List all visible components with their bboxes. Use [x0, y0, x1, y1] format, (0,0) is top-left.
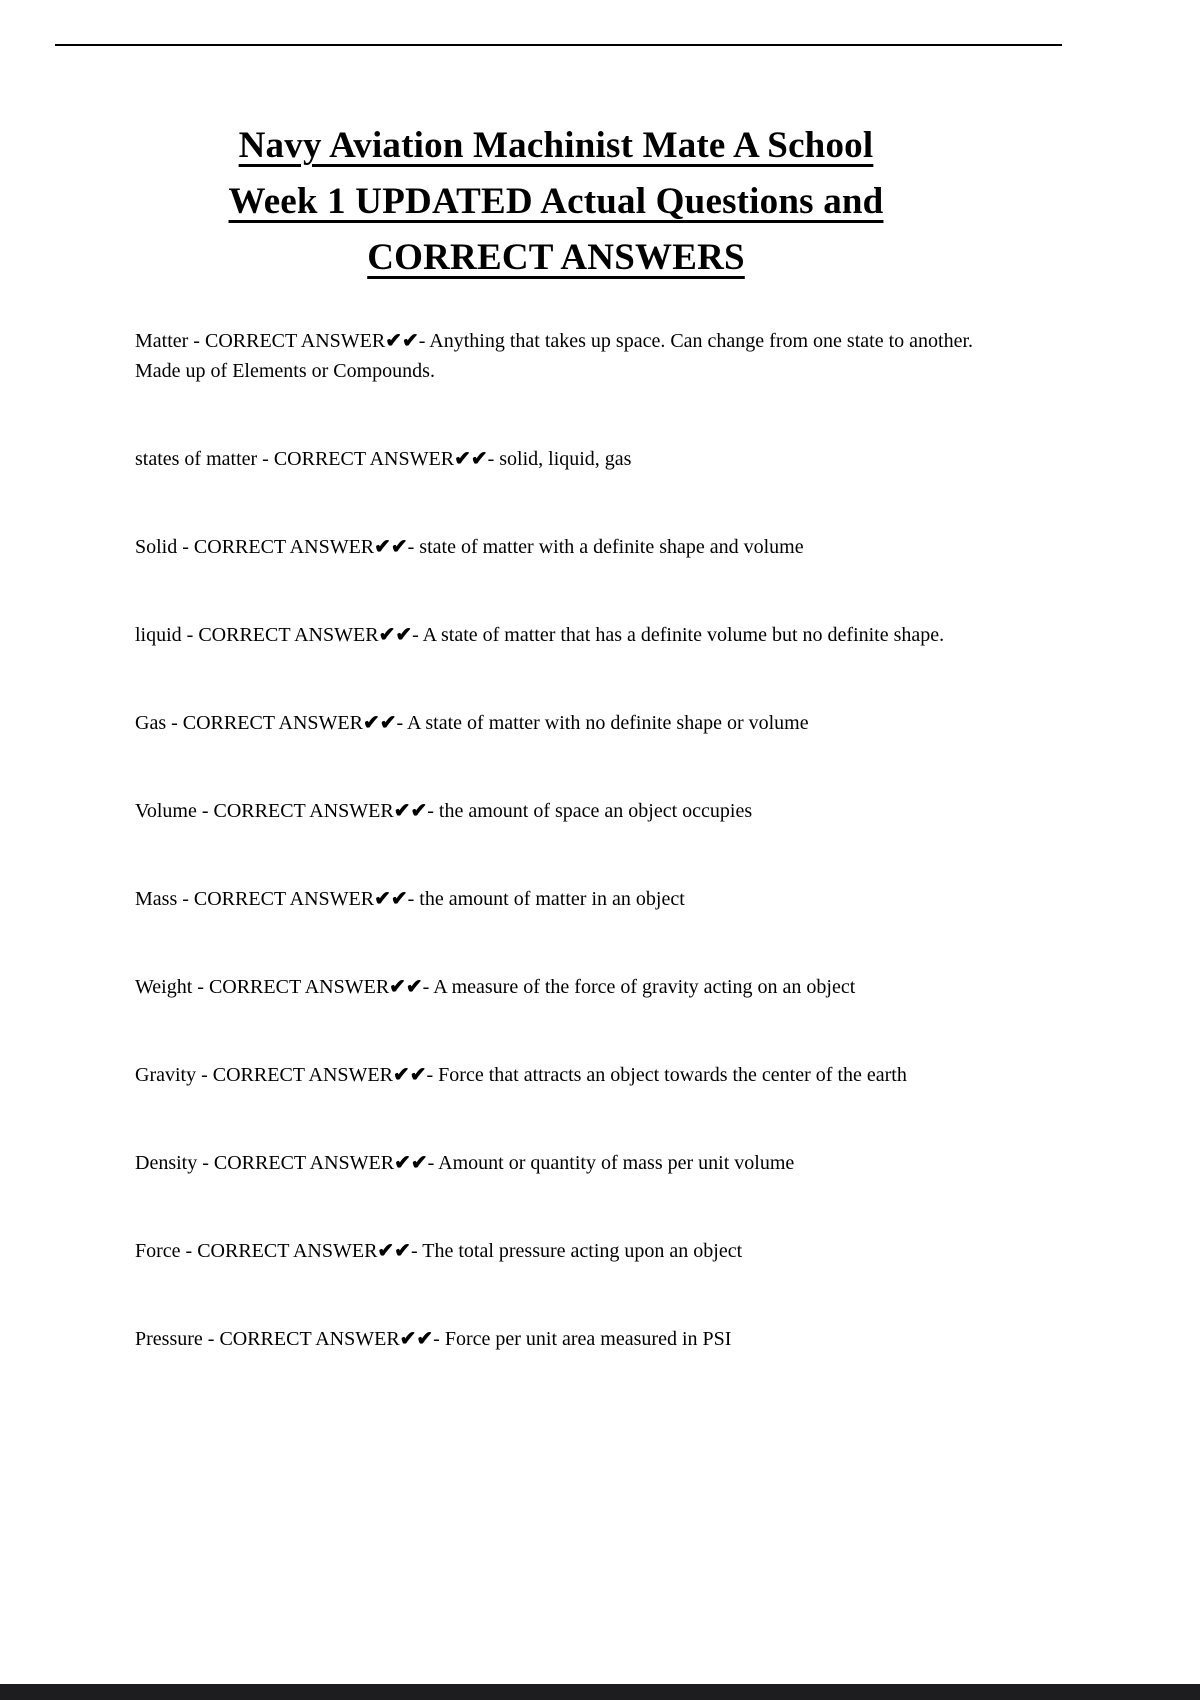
checkmark-glyphs: ✔✔ — [399, 1328, 434, 1350]
qa-item — [135, 620, 977, 650]
qa-answer-label: CORRECT ANSWER — [193, 888, 375, 910]
page-bottom-edge — [0, 1684, 1200, 1700]
qa-item — [135, 1148, 977, 1178]
qa-definition: - the amount of space an object occupies — [427, 800, 753, 822]
qa-answer-label: CORRECT ANSWER — [213, 800, 394, 822]
qa-answer-label: CORRECT ANSWER — [193, 536, 375, 558]
qa-item — [135, 884, 977, 914]
qa-term: Gas - — [135, 712, 183, 734]
qa-definition: - A state of matter that has a definite volume but no definite shape. — [412, 624, 945, 646]
checkmark-glyphs: ✔✔ — [454, 448, 488, 470]
checkmark-glyphs: ✔✔ — [374, 888, 408, 910]
qa-answer-label: CORRECT ANSWER — [273, 448, 455, 470]
checkmark-glyphs: ✔✔ — [392, 1064, 427, 1086]
page-title — [135, 118, 977, 286]
checkmark-glyphs: ✔✔ — [377, 1240, 411, 1262]
checkmark-glyphs: ✔✔ — [374, 536, 408, 558]
page-title-line-2: Week 1 UPDATED Actual Questions and — [228, 181, 884, 222]
qa-definition: - solid, liquid, gas — [487, 448, 632, 470]
checkmark-glyphs: ✔✔ — [385, 330, 419, 352]
qa-item — [135, 708, 977, 738]
qa-definition: - Force that attracts an object towards the center of the earth — [426, 1064, 907, 1086]
checkmark-glyphs: ✔✔ — [393, 800, 428, 822]
page-title-line-1: Navy Aviation Machinist Mate A School — [238, 125, 874, 166]
qa-item — [135, 1236, 977, 1266]
qa-answer-label: CORRECT ANSWER — [198, 624, 379, 646]
qa-term: Force - — [135, 1240, 198, 1262]
checkmark-glyphs: ✔✔ — [394, 1152, 428, 1174]
qa-definition: - the amount of matter in an object — [407, 888, 685, 910]
qa-definition: - Amount or quantity of mass per unit volume — [427, 1152, 795, 1174]
qa-item — [135, 1060, 977, 1090]
qa-term: Mass - — [135, 888, 194, 910]
qa-term: Matter - — [135, 330, 205, 352]
qa-item — [135, 796, 977, 826]
qa-answer-label: CORRECT ANSWER — [219, 1328, 400, 1350]
qa-answer-label: CORRECT ANSWER — [213, 1152, 395, 1174]
qa-term: Volume - — [135, 800, 214, 822]
qa-definition: - Force per unit area measured in PSI — [433, 1328, 732, 1350]
qa-answer-label: CORRECT ANSWER — [197, 1240, 378, 1262]
qa-term: liquid - — [135, 624, 199, 646]
qa-item — [135, 532, 977, 562]
qa-answer-label: CORRECT ANSWER — [182, 712, 363, 734]
qa-definition: - state of matter with a definite shape and volume — [407, 536, 804, 558]
qa-term: Density - — [135, 1152, 214, 1174]
qa-item — [135, 326, 977, 386]
qa-term: states of matter - — [135, 448, 274, 470]
qa-definition: - Anything that takes up space. Can change from one state to another. Made up of Elements or Compounds. — [135, 330, 974, 382]
qa-list — [135, 326, 977, 1354]
qa-item — [135, 972, 977, 1002]
checkmark-glyphs: ✔✔ — [362, 712, 397, 734]
qa-answer-label: CORRECT ANSWER — [204, 330, 386, 352]
qa-answer-label: CORRECT ANSWER — [208, 976, 390, 998]
qa-term: Gravity - — [135, 1064, 213, 1086]
page-content — [135, 0, 977, 1412]
qa-item — [135, 444, 977, 474]
qa-definition: - The total pressure acting upon an object — [410, 1240, 743, 1262]
qa-definition: - A measure of the force of gravity acting on an object — [422, 976, 856, 998]
qa-answer-label: CORRECT ANSWER — [212, 1064, 393, 1086]
page-title-line-3: CORRECT ANSWERS — [367, 237, 745, 278]
qa-definition: - A state of matter with no definite shape or volume — [396, 712, 809, 734]
qa-item — [135, 1324, 977, 1354]
checkmark-glyphs: ✔✔ — [389, 976, 423, 998]
qa-term: Solid - — [135, 536, 194, 558]
checkmark-glyphs: ✔✔ — [378, 624, 413, 646]
qa-term: Weight - — [135, 976, 209, 998]
qa-term: Pressure - — [135, 1328, 220, 1350]
